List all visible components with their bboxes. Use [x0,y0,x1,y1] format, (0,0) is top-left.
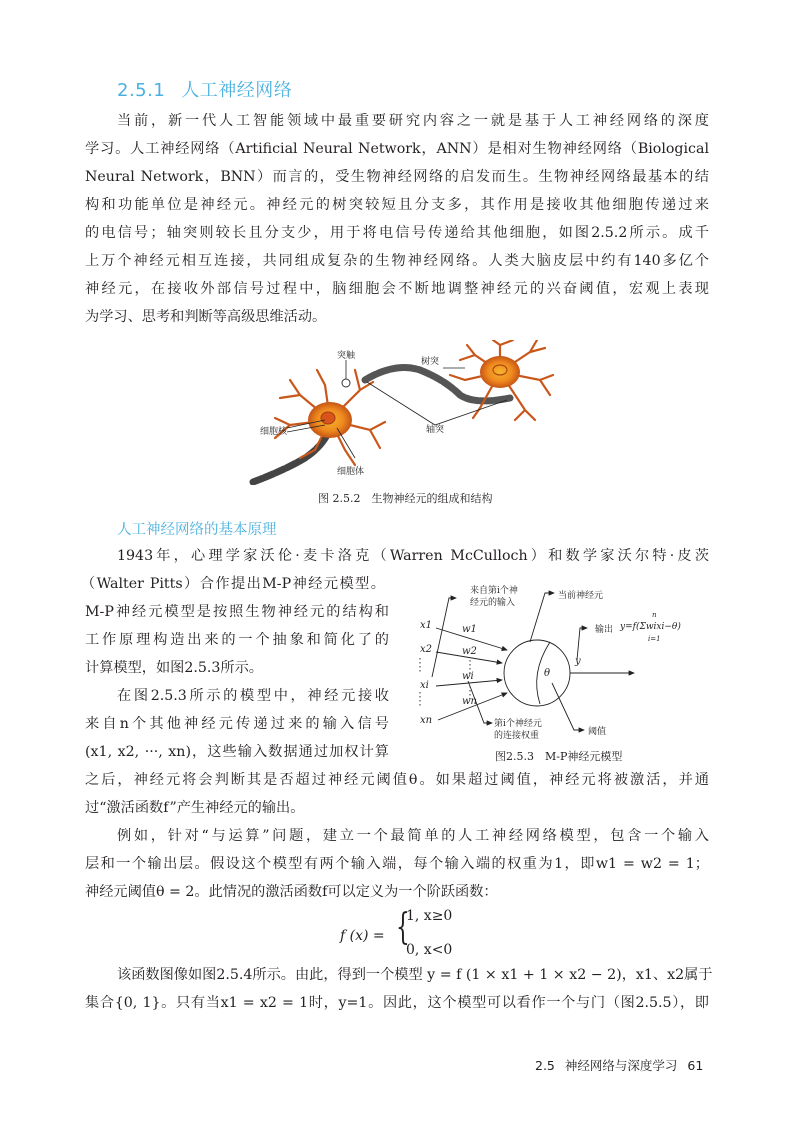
label-sum-upper: n [652,611,657,619]
formula-case-1: 1, x≥0 [406,908,453,924]
label-synapse: 突触 [337,351,356,361]
section-title: 人工神经网络 [181,80,293,101]
text-line: 为学习、思考和判断等高级思维活动。 [85,309,327,325]
current-neuron-pointer [530,593,554,642]
subsection-title: 人工神经网络的基本原理 [117,522,277,538]
text-line: （Walter Pitts）合作提出M-P神经元模型。 [81,576,385,592]
text-line: 例如，针对“与运算”问题，建立一个最简单的人工神经网络模型，包含一个输入 [117,828,709,844]
text-line: 层和一个输出层。假设这个模型有两个输入端，每个输入端的权重为1，即w1 = w2 = 1； [85,856,709,872]
text-line: Neural Network，BNN）而言的，受生物神经网络的启发而生。生物神经网络最基本的结 [85,169,709,185]
footer-chapter: 神经网络与深度学习 [564,1058,678,1073]
neuron-circle [504,640,570,706]
label-y: y [575,656,581,667]
label-threshold: 阈值 [588,727,607,737]
page-number: 61 [687,1058,704,1073]
text-line: 学习。人工神经网络（Artificial Neural Network，ANN）是相对生物神经网络（Biological [85,141,709,157]
text-line: (x1, x2, ···, xn)，这些输入数据通过加权计算 [85,744,389,760]
label-theta: θ [544,668,551,679]
text-line: 的电信号；轴突则较长且分支少，用于将电信号传递给其他细胞，如图2.5.2所示。成千 [85,225,709,241]
text-line: 上万个神经元相互连接，共同组成复杂的生物神经网络。人类大脑皮层中约有140多亿个 [85,253,709,269]
label-x1: x1 [420,620,433,631]
label-input-from-2: 经元的输入 [470,598,516,608]
formula-brace: { [396,907,410,948]
label-soma: 细胞体 [337,467,365,477]
text-line: 之后，神经元将会判断其是否超过神经元阈值θ。如果超过阈值，神经元将被激活，并通 [85,772,709,788]
mp-model-diagram [412,578,712,743]
label-sum-lower: i=1 [648,635,661,643]
label-input-from: 来自第i个神 [470,586,518,596]
label-w2: w2 [462,646,477,657]
text-line: 当前，新一代人工智能领域中最重要研究内容之一就是基于人工神经网络的深度 [117,113,709,129]
formula-lhs: f (x) = [340,928,385,944]
label-w1: w1 [462,624,477,635]
text-line: 过“激活函数f”产生神经元的输出。 [85,800,305,816]
text-line: 集合{0, 1}。只有当x1 = x2 = 1时，y=1。因此，这个模型可以看作一个与门（图2.5.5），即 [85,995,709,1011]
footer-section: 2.5 [535,1058,555,1073]
synapse-mark [342,379,350,387]
text-line: 计算模型，如图2.5.3所示。 [85,660,263,676]
formula-case-2: 0, x<0 [406,942,453,958]
axon-left [253,435,327,482]
text-line: 构和功能单位是神经元。神经元的树突较短且分支多，其作用是接收其他细胞传递过来 [85,197,709,213]
label-wn: wn [462,696,477,707]
section-number: 2.5.1 [117,80,166,101]
figure-mp-model [412,578,712,743]
input-source-pointer [432,598,456,677]
threshold-pointer [552,683,584,730]
figure-caption: 图 2.5.2 生物神经元的组成和结构 [318,492,493,505]
section-heading [117,76,292,102]
label-nucleus: 细胞核 [260,427,288,437]
text-line: 工作原理构造出来的一个抽象和简化了的 [85,632,389,648]
label-xn: xn [420,715,433,726]
text-line: 来自n个其他神经元传递过来的输入信号 [85,716,389,732]
label-output-formula: y=f(Σwixi−θ) [620,622,681,632]
label-xi: xi [420,680,429,691]
text-line: 神经元，在接收外部信号过程中，脑细胞会不断地调整神经元的兴奋阈值，宏观上表现 [85,281,709,297]
page-footer [535,1056,703,1074]
label-x2: x2 [420,644,433,655]
label-weight-desc: 第i个神经元 [494,719,542,729]
label-axon: 轴突 [426,425,445,435]
text-line: 1943年，心理学家沃伦·麦卡洛克（Warren McCulloch）和数学家沃尔特·皮茨 [117,548,709,564]
label-wi: wi [462,671,474,682]
left-nucleus [321,412,335,424]
text-line: 神经元阈值θ = 2。此情况的激活函数f可以定义为一个阶跃函数： [85,884,498,900]
text-line: 该函数图像如图2.5.4所示。由此，得到一个模型 y = f (1 × x1 + 1 × x2 − 2)，x1、x2属于 [117,967,713,983]
label-current-neuron: 当前神经元 [558,591,604,601]
figure-caption: 图2.5.3 M-P神经元模型 [495,750,623,763]
label-weight-desc-2: 的连接权重 [494,731,540,741]
right-soma [480,356,520,388]
neuron-illustration [245,340,555,485]
text-line: M-P神经元模型是按照生物神经元的结构和 [85,604,389,620]
label-dendrite: 树突 [421,357,440,367]
label-output: 输出 [595,625,614,635]
figure-biological-neuron [245,340,555,485]
text-line: 在图2.5.3所示的模型中，神经元接收 [117,688,389,704]
